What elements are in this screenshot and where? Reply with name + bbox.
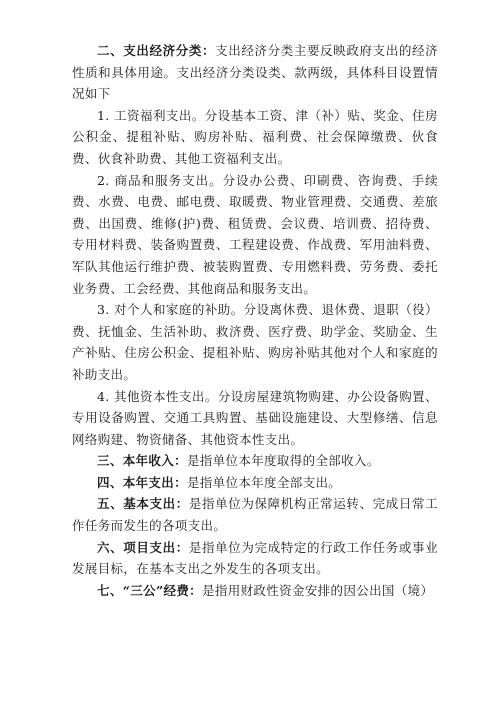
paragraph-heading: 七、“三公”经费： — [97, 582, 203, 598]
paragraph-item-1 — [72, 105, 438, 170]
paragraph-annual-expenditure — [72, 472, 438, 494]
paragraph-annual-income — [72, 450, 438, 472]
paragraph-text: 1. 工资福利支出。分设基本工资、津（补）贴、奖金、住房公积金、提租补贴、购房补贴、福利费、社会保障缴费、伙食费、伙食补助费、其他工资福利支出。 — [72, 107, 438, 166]
paragraph-item-2 — [72, 170, 438, 300]
paragraph-text: 是指单位为保障机构正常运转、完成日常工作任务而发生的各项支出。 — [72, 496, 439, 534]
paragraph-heading: 二、支出经济分类： — [97, 43, 216, 58]
paragraph-text: 是指单位为完成特定的行政工作任务或事业发展目标，在基本支出之外发生的各项支出。 — [72, 539, 439, 577]
paragraph-text: 是指单位本年度全部支出。 — [186, 474, 342, 490]
paragraph-text: 2. 商品和服务支出。分设办公费、印刷费、咨询费、手续费、水费、电费、邮电费、取暖费、物业管理费、交通费、差旅费、出国费、维修(护)费、租赁费、会议费、培训费、招待费、专用材料费、装备购置费、工程建设费、作战费、军用油料费、军队其他运行维护费、被装购置费、专用燃料费、劳务费、委托业务费、工会经费、其他商品和服务支出。 — [72, 172, 438, 296]
paragraph-item-3 — [72, 299, 438, 385]
paragraph-basic-expenditure — [72, 493, 438, 536]
paragraph-item-4 — [72, 386, 438, 451]
paragraph-text: 是指用财政性资金安排的因公出国（境） — [202, 582, 434, 598]
paragraph-heading: 五、基本支出： — [97, 496, 189, 512]
paragraph-heading: 六、项目支出： — [97, 539, 189, 555]
paragraph-economic-classification — [72, 40, 438, 105]
paragraph-heading: 四、本年支出： — [97, 474, 187, 490]
paragraph-text: 支出经济分类主要反映政府支出的经济性质和具体用途。支出经济分类设类、款两级，具体科目设置情况如下 — [72, 43, 439, 102]
paragraph-text: 3. 对个人和家庭的补助。分设离休费、退休费、退职（役）费、抚恤金、生活补助、救济费、医疗费、助学金、奖励金、生产补贴、住房公积金、提租补贴、购房补贴其他对个人和家庭的补助支出。 — [72, 302, 438, 382]
paragraph-text: 4. 其他资本性支出。分设房屋建筑物购建、办公设备购置、专用设备购置、交通工具购置、基础设施建设、大型修缮、信息网络购建、物资储备、其他资本性支出。 — [72, 388, 438, 447]
paragraph-project-expenditure — [72, 537, 438, 580]
document-body — [72, 40, 438, 601]
paragraph-heading: 三、本年收入： — [97, 453, 187, 469]
paragraph-text: 是指单位本年度取得的全部收入。 — [186, 453, 380, 469]
paragraph-three-public-expenses — [72, 580, 438, 602]
